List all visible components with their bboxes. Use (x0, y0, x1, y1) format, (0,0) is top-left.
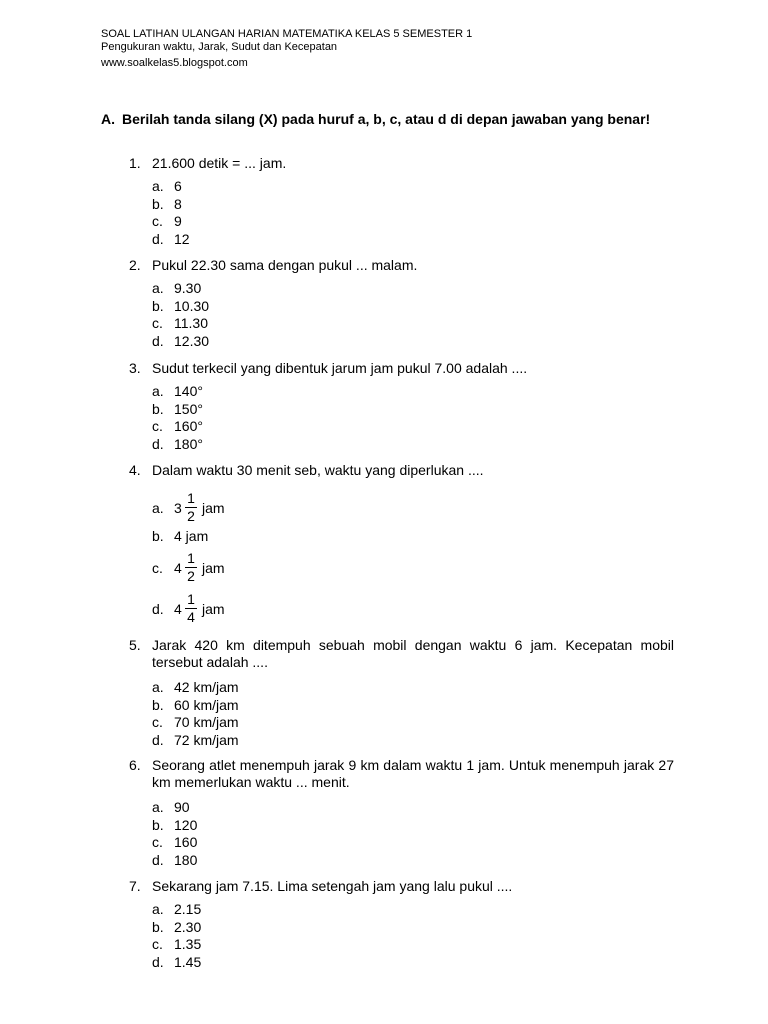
fraction-numerator: 1 (187, 591, 195, 607)
question-number: 6. (129, 757, 141, 773)
options-1 (152, 178, 190, 248)
options-4-plain (152, 528, 208, 546)
option-b[interactable]: b. 8 (152, 195, 182, 212)
option-a[interactable]: a. 9.30 (152, 280, 202, 296)
options-7 (152, 901, 201, 971)
option-d[interactable]: d. 12 (152, 230, 190, 247)
option-b[interactable]: b. 2.30 (152, 918, 202, 935)
option-c[interactable]: c. 11.30 (152, 315, 208, 332)
question-text: Dalam waktu 30 menit seb, waktu yang diperlukan .... (152, 462, 484, 478)
fraction-denominator: 4 (187, 609, 195, 625)
option-a[interactable]: a. 90 (152, 799, 190, 815)
option-b[interactable]: b. 10.30 (152, 297, 210, 314)
fraction-numerator: 1 (187, 490, 195, 506)
question-number: 2. (129, 257, 141, 273)
question-number: 3. (129, 360, 141, 376)
options-3 (152, 383, 203, 453)
header-url: www.soalkelas5.blogspot.com (101, 57, 248, 69)
options-5 (152, 679, 239, 749)
option-c[interactable]: c. 70 km/jam (152, 714, 239, 731)
question-2 (129, 257, 674, 274)
document-header (101, 28, 472, 70)
section-instruction (101, 110, 671, 128)
section-letter: A. (101, 111, 115, 127)
fraction-numerator: 1 (187, 550, 195, 566)
fraction (185, 592, 197, 625)
option-d[interactable]: d. 72 km/jam (152, 731, 239, 748)
question-text: Seorang atlet menempuh jarak 9 km dalam waktu 1 jam. Untuk menempuh jarak 27 km memerlukan waktu ... menit. (152, 757, 674, 790)
fraction (185, 551, 197, 584)
option-c[interactable]: c. 160° (152, 418, 203, 435)
option-a[interactable]: a. 2.15 (152, 901, 202, 917)
question-text: Pukul 22.30 sama dengan pukul ... malam. (152, 257, 418, 273)
question-5 (129, 637, 674, 671)
question-6 (129, 757, 674, 791)
option-d[interactable]: d. 180° (152, 435, 203, 452)
question-number: 5. (129, 637, 141, 653)
question-number: 7. (129, 878, 141, 894)
question-text: 21.600 detik = ... jam. (152, 155, 287, 171)
question-text: Jarak 420 km ditempuh sebuah mobil dengan waktu 6 jam. Kecepatan mobil tersebut adalah .... (152, 637, 674, 670)
question-text: Sudut terkecil yang dibentuk jarum jam pukul 7.00 adalah .... (152, 360, 528, 376)
option-c[interactable]: c. 9 (152, 213, 182, 230)
option-d[interactable]: d. 1.45 (152, 953, 202, 970)
option-b[interactable]: b. 150° (152, 400, 203, 417)
option-c[interactable]: c. 160 (152, 834, 198, 851)
section-instruction-text: Berilah tanda silang (X) pada huruf a, b, c, atau d di depan jawaban yang benar! (122, 111, 651, 127)
options-6 (152, 799, 197, 869)
fraction-denominator: 2 (187, 568, 195, 584)
option-a[interactable]: a. 140° (152, 383, 203, 399)
fraction (185, 491, 197, 524)
option-a[interactable]: a. 6 (152, 178, 182, 194)
fraction-denominator: 2 (187, 508, 195, 524)
question-1 (129, 155, 674, 172)
question-number: 4. (129, 462, 141, 478)
header-subtitle: Pengukuran waktu, Jarak, Sudut dan Kecepatan (101, 41, 338, 53)
option-b[interactable]: b. 4 jam (152, 528, 209, 544)
header-title: SOAL LATIHAN ULANGAN HARIAN MATEMATIKA KELAS 5 SEMESTER 1 (101, 28, 473, 40)
question-4 (129, 462, 674, 479)
option-d[interactable]: d. 12.30 (152, 332, 210, 349)
option-b[interactable]: b. 60 km/jam (152, 696, 239, 713)
question-number: 1. (129, 155, 141, 171)
question-text: Sekarang jam 7.15. Lima setengah jam yang lalu pukul .... (152, 878, 513, 894)
option-b[interactable]: b. 120 (152, 816, 198, 833)
option-a[interactable]: a. 42 km/jam (152, 679, 239, 695)
question-7 (129, 878, 674, 895)
option-c[interactable]: c. 1.35 (152, 936, 202, 953)
options-2 (152, 280, 209, 350)
option-d[interactable]: d. 180 (152, 851, 198, 868)
question-3 (129, 360, 674, 377)
